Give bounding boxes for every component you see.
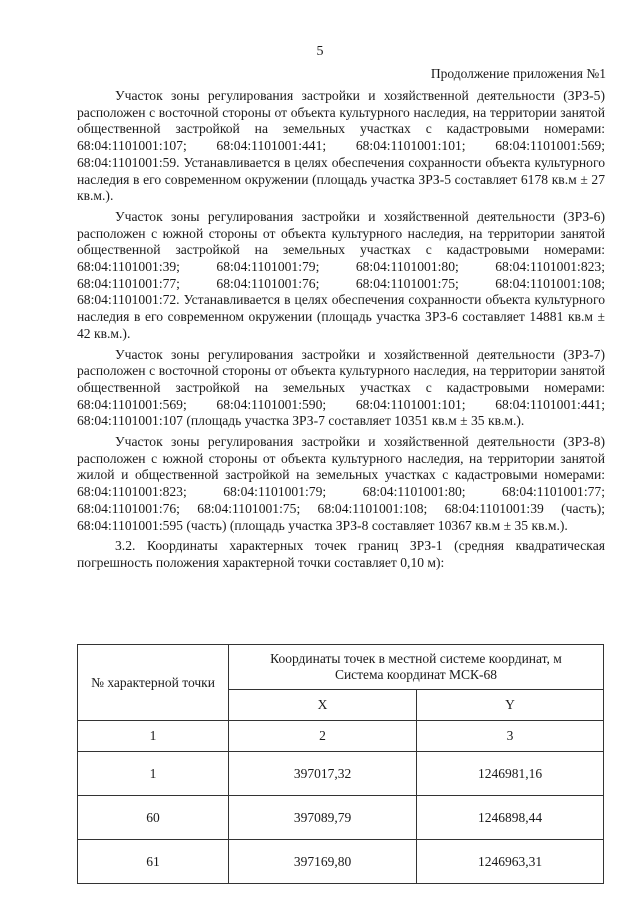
- column-number-cell: 2: [229, 721, 417, 752]
- document-body: [77, 88, 605, 576]
- point-cell: 1: [78, 752, 229, 796]
- header-coordinates-title: Координаты точек в местной системе координат, м: [270, 651, 562, 666]
- point-cell: 60: [78, 796, 229, 840]
- coordinates-table: [77, 644, 604, 884]
- header-point-number: № характерной точки: [78, 645, 229, 721]
- column-number-cell: 1: [78, 721, 229, 752]
- header-x: X: [229, 690, 417, 721]
- header-y: Y: [417, 690, 604, 721]
- paragraph-zrz-6: Участок зоны регулирования застройки и хозяйственной деятельности (ЗРЗ-6) расположен с южной стороны от объекта культурного наследия, на территории занятой общественной застройкой на земельных участках с кадастровыми номерами: 68:04:1101001:39; 68:04:1101001:79; 68:04:1101001:80; 68:04:1101001:823; 68:04:1101001:77; 68:04:1101001:76; 68:04:1101001:75; 68:04:1101001:108; 68:04:1101001:72. Устанавливается в целях обеспечения сохранности объекта культурного наследия в его современном окружении (площадь участка ЗРЗ-6 составляет 14881 кв.м ± 42 кв.м.).: [77, 208, 605, 341]
- appendix-note: Продолжение приложения №1: [430, 66, 606, 81]
- table-row: [78, 796, 604, 840]
- table-row: [78, 752, 604, 796]
- x-cell: 397017,32: [229, 752, 417, 796]
- section-3-2-heading: 3.2. Координаты характерных точек границ ЗРЗ-1 (средняя квадратическая погрешность положения характерной точки составляет 0,10 м):: [77, 538, 605, 570]
- column-number-cell: 3: [417, 721, 604, 752]
- y-cell: 1246898,44: [417, 796, 604, 840]
- header-coordinate-system: Система координат МСК-68: [334, 667, 498, 682]
- y-cell: 1246963,31: [417, 840, 604, 884]
- x-cell: 397169,80: [229, 840, 417, 884]
- table-row: [78, 840, 604, 884]
- y-cell: 1246981,16: [417, 752, 604, 796]
- x-cell: 397089,79: [229, 796, 417, 840]
- paragraph-zrz-5: Участок зоны регулирования застройки и хозяйственной деятельности (ЗРЗ-5) расположен с восточной стороны от объекта культурного наследия, на территории занятой общественной застройкой на земельных участках с кадастровыми номерами: 68:04:1101001:107; 68:04:1101001:441; 68:04:1101001:101; 68:04:1101001:569; 68:04:1101001:59. Устанавливается в целях обеспечения сохранности объекта культурного наследия в его современном окружении (площадь участка ЗРЗ-5 составляет 6178 кв.м ± 27 кв.м.).: [77, 88, 605, 204]
- paragraph-zrz-7: Участок зоны регулирования застройки и хозяйственной деятельности (ЗРЗ-7) расположен с восточной стороны от объекта культурного наследия, на территории занятой общественной застройкой на земельных участках с кадастровыми номерами: 68:04:1101001:569; 68:04:1101001:590; 68:04:1101001:101; 68:04:1101001:441; 68:04:1101001:107 (площадь участка ЗРЗ-7 составляет 10351 кв.м ± 35 кв.м.).: [77, 346, 605, 429]
- header-coordinates: [229, 645, 604, 690]
- page-number: 5: [316, 44, 324, 59]
- point-cell: 61: [78, 840, 229, 884]
- paragraph-zrz-8: Участок зоны регулирования застройки и хозяйственной деятельности (ЗРЗ-8) расположен с южной стороны от объекта культурного наследия, на территории занятой жилой и общественной застройкой на земельных участках с кадастровыми номерами: 68:04:1101001:823; 68:04:1101001:79; 68:04:1101001:80; 68:04:1101001:77; 68:04:1101001:76; 68:04:1101001:75; 68:04:1101001:108; 68:04:1101001:39 (часть); 68:04:1101001:595 (часть) (площадь участка ЗРЗ-8 составляет 10367 кв.м ± 35 кв.м.).: [77, 434, 605, 533]
